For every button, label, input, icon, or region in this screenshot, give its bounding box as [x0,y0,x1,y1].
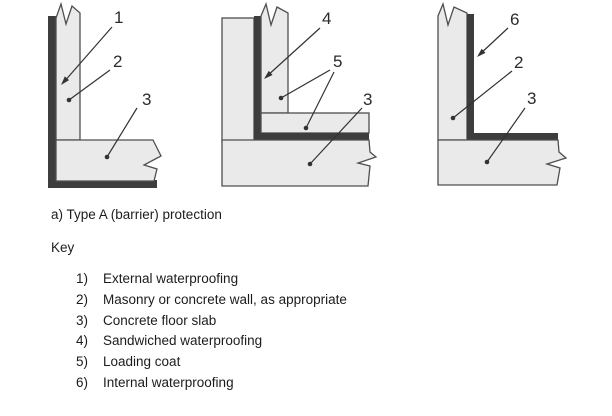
key-item-6 [76,373,347,394]
callout-number: 5 [333,52,343,71]
diagram-external-waterproofing [48,4,161,188]
key-title: Key [51,240,75,255]
key-item-label: Internal waterproofing [103,374,234,390]
leader-dot-3 [308,162,313,167]
key-list [76,269,347,394]
sandwiched-membrane-horizontal [254,133,369,140]
internal-membrane-vertical [467,14,474,133]
key-item-label: Sandwiched waterproofing [103,333,263,349]
callout-number: 4 [322,9,332,28]
leader-dot-3 [105,155,110,160]
key-item-4 [76,331,347,352]
wall-section [56,4,80,140]
key-item-number: 1) [76,271,89,286]
diagram-internal-waterproofing [438,4,566,185]
key-item-5 [76,352,347,373]
diagram-sandwiched-waterproofing [222,4,376,186]
outer-wall-section [222,18,254,142]
callout-number: 3 [142,90,152,109]
key-item-2 [76,290,347,311]
key-item-label: Loading coat [103,354,181,370]
callout-number: 3 [527,89,537,108]
internal-membrane-horizontal [467,133,558,140]
key-item-number: 3) [76,312,89,328]
floor-slab-section [438,140,566,185]
key-item-number: 4) [76,333,89,349]
sandwiched-membrane-vertical [254,16,261,140]
external-membrane-vertical [48,16,56,188]
key-item-1 [76,269,347,290]
leader-dot-2 [67,98,72,103]
floor-slab-section [222,140,376,186]
figure-caption: a) Type A (barrier) protection [51,207,222,222]
callout-number: 2 [514,53,524,72]
key-item-number: 6) [76,374,89,390]
floor-slab-section [56,140,161,181]
waterproofing-diagrams [0,0,612,200]
leader-dot-5b [304,126,309,131]
key-item-number: 2) [76,291,89,307]
loading-coat-slab [261,113,369,133]
key-item-3 [76,311,347,332]
callout-number: 1 [114,8,124,27]
callout-number: 6 [510,10,520,29]
key-item-number: 5) [76,354,89,370]
leader-dot-3 [485,160,490,165]
key-item-label: External waterproofing [103,271,239,286]
key-item-label: Masonry or concrete wall, as appropriate [103,291,347,307]
leader-dot-2 [451,116,456,121]
callout-number: 2 [113,52,123,71]
leader-dot-5a [279,96,284,101]
key-item-label: Concrete floor slab [103,312,217,328]
callout-number: 3 [363,90,373,109]
